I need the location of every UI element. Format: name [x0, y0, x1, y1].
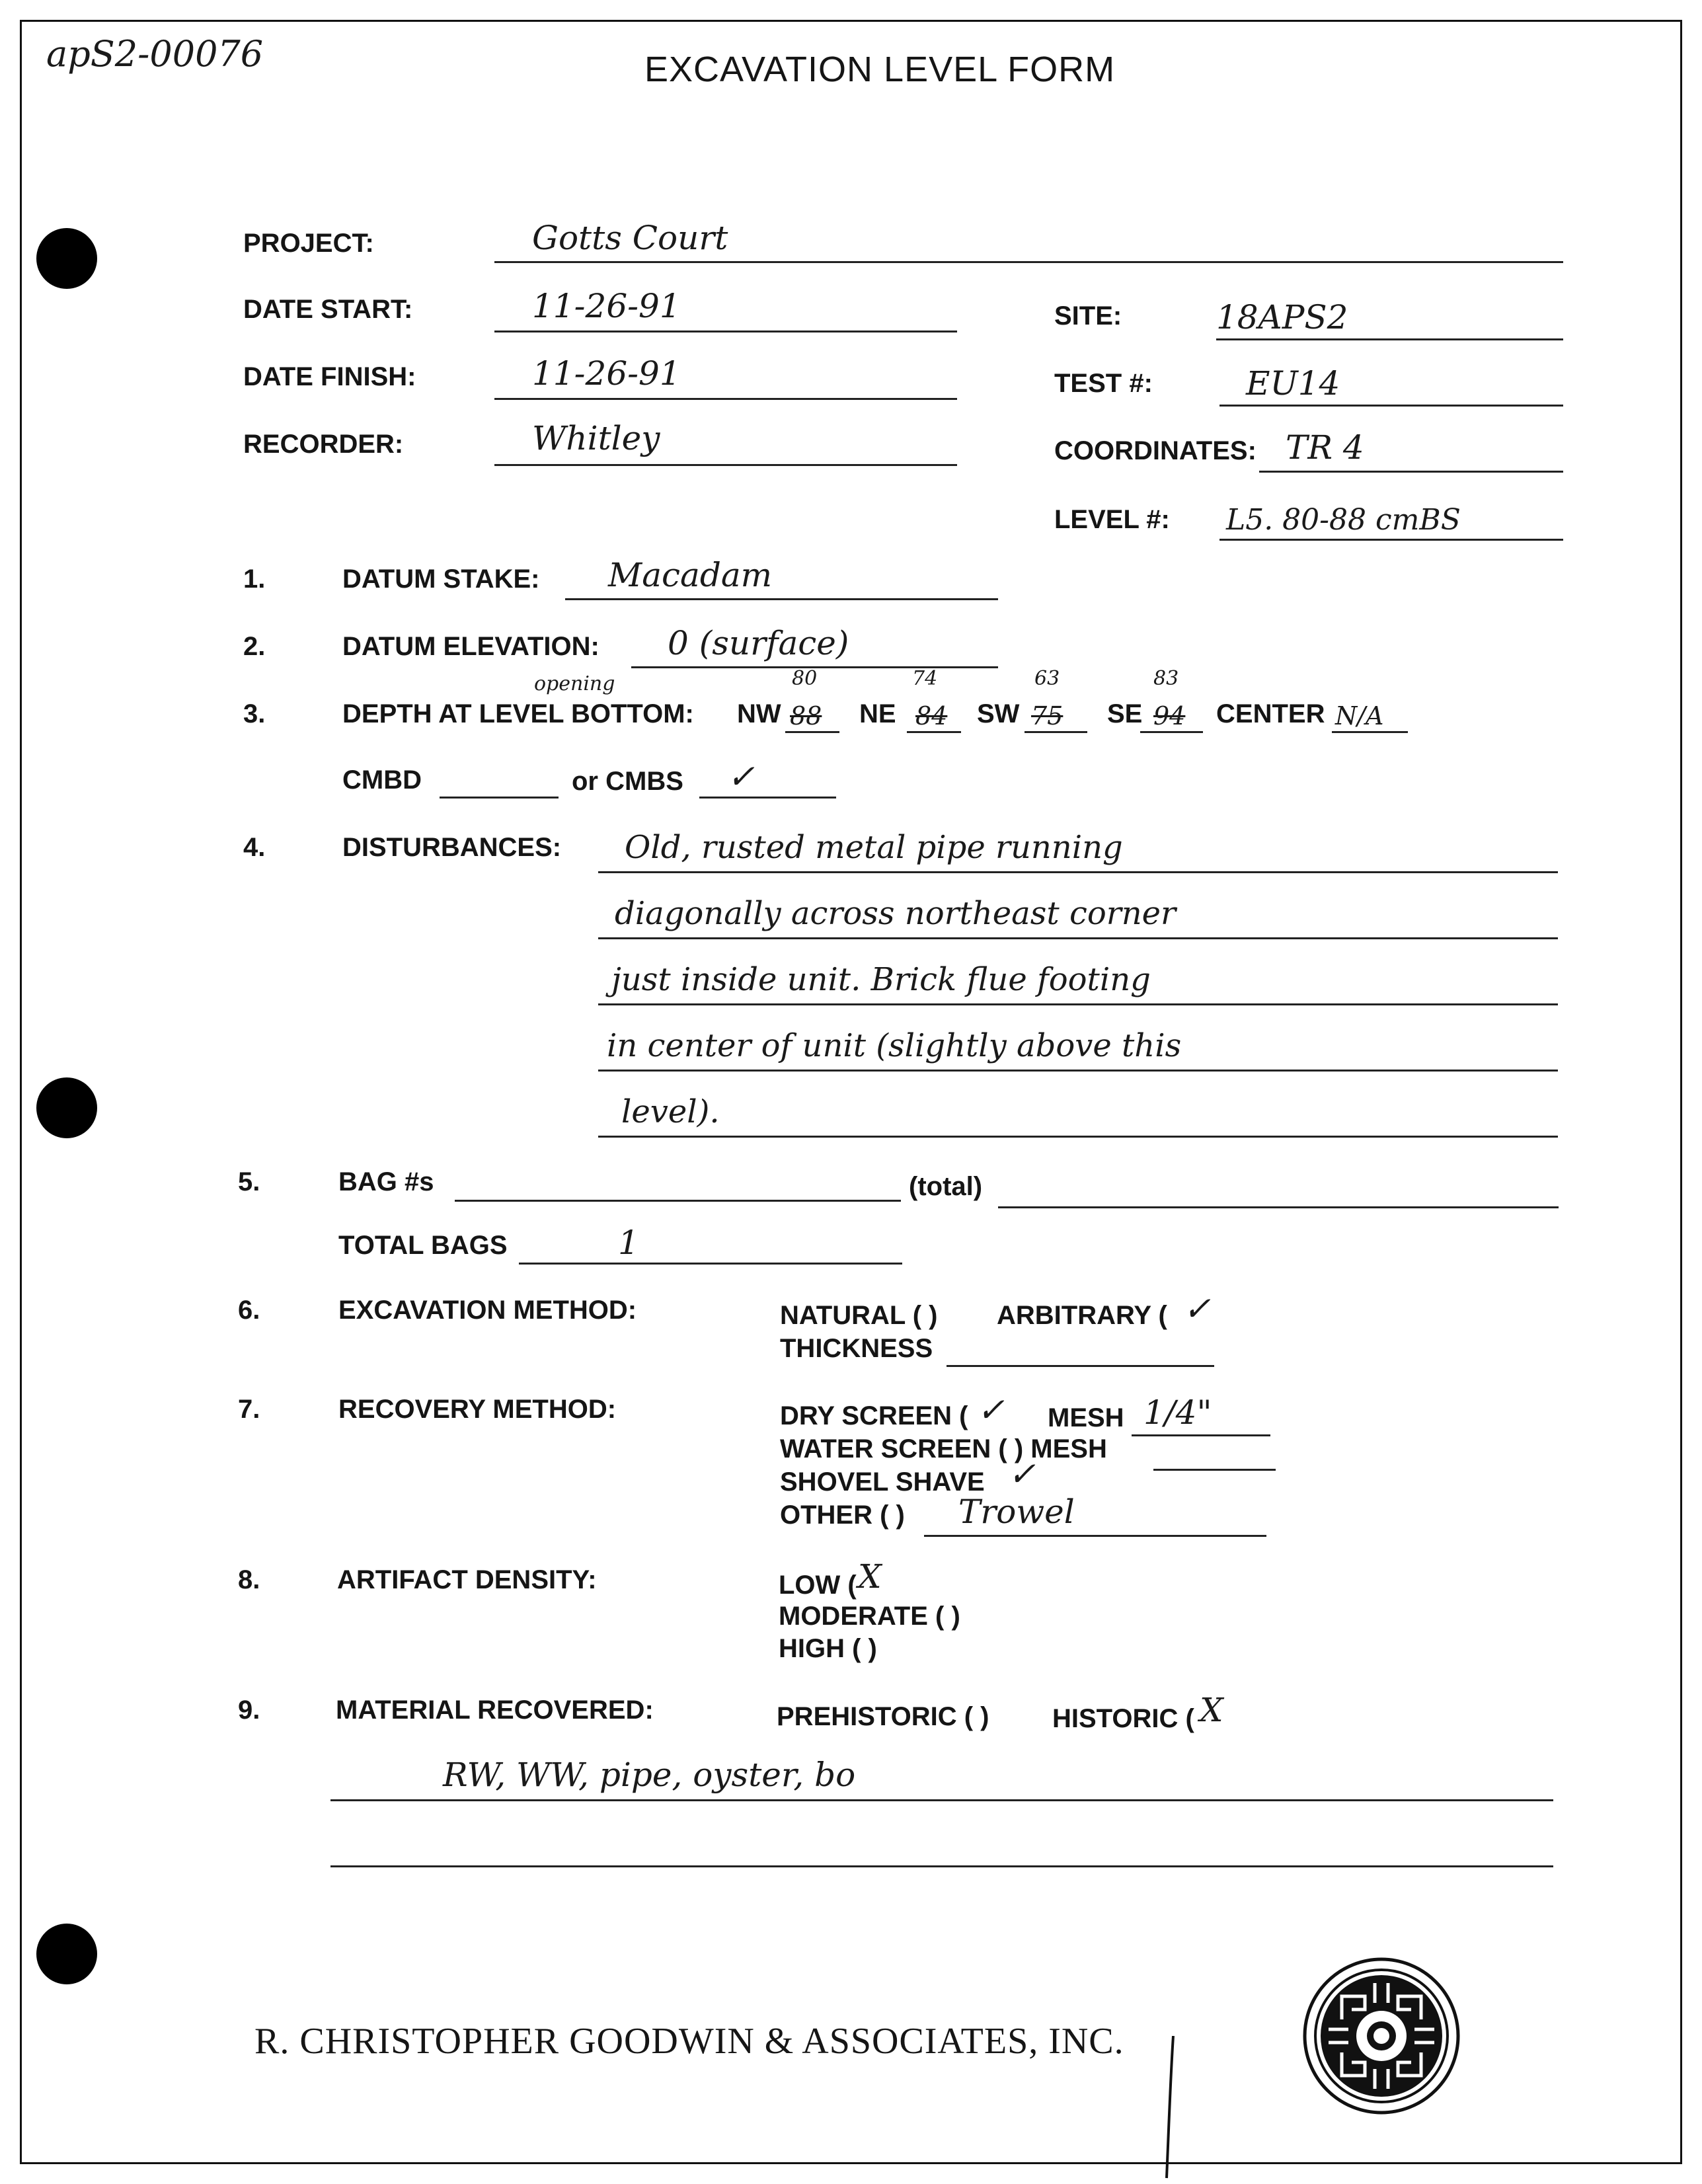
water-screen-option: WATER SCREEN ( ) MESH	[780, 1434, 1107, 1463]
test-value: EU14	[1246, 364, 1340, 403]
punch-hole-top	[36, 228, 97, 289]
disturbances-text-3: just inside unit. Brick flue footing	[611, 961, 1151, 998]
total-bags-label: TOTAL BAGS	[338, 1231, 508, 1260]
historic-option: HISTORIC (	[1052, 1704, 1194, 1733]
site-line	[1216, 338, 1563, 340]
company-seal-icon	[1302, 1957, 1461, 2115]
project-label: PROJECT:	[243, 229, 374, 258]
test-label: TEST #:	[1054, 369, 1153, 398]
dry-screen-option: DRY SCREEN (	[780, 1401, 968, 1430]
sw-label: SW	[977, 699, 1020, 728]
high-option: HIGH ( )	[779, 1634, 877, 1663]
arbitrary-check-mark: ✓	[1183, 1290, 1211, 1328]
project-line	[494, 261, 1563, 263]
recovery-method-label: RECOVERY METHOD:	[338, 1395, 617, 1424]
datum-elevation-label: DATUM ELEVATION:	[342, 632, 600, 661]
artifact-density-label: ARTIFACT DENSITY:	[337, 1565, 597, 1594]
coordinates-line	[1259, 471, 1563, 473]
dry-screen-mesh-line	[1132, 1434, 1270, 1436]
prehistoric-option: PREHISTORIC ( )	[777, 1702, 989, 1731]
ne-line	[907, 731, 961, 733]
low-check-mark: X	[858, 1557, 882, 1596]
disturbances-label: DISTURBANCES:	[342, 833, 562, 862]
item-number-1: 1.	[243, 565, 266, 594]
test-line	[1219, 405, 1563, 407]
bag-total-line	[998, 1206, 1559, 1208]
nw-new-value: 80	[792, 667, 818, 690]
date-finish-label: DATE FINISH:	[243, 362, 416, 391]
coordinates-label: COORDINATES:	[1054, 436, 1257, 465]
other-line	[924, 1535, 1266, 1537]
natural-option: NATURAL ( )	[780, 1301, 938, 1330]
disturbances-line-5	[598, 1136, 1558, 1138]
sw-new-value: 63	[1034, 667, 1060, 690]
form-title: EXCAVATION LEVEL FORM	[644, 50, 1116, 89]
ne-old-value: 84	[915, 701, 948, 730]
excavation-method-label: EXCAVATION METHOD:	[338, 1296, 637, 1325]
disturbances-line-4	[598, 1070, 1558, 1072]
disturbances-line-3	[598, 1003, 1558, 1005]
depth-label: DEPTH AT LEVEL BOTTOM:	[342, 699, 694, 728]
dry-screen-mesh-label: MESH	[1048, 1403, 1124, 1432]
date-start-value: 11-26-91	[532, 287, 681, 325]
or-cmbs-label: or CMBS	[572, 767, 683, 796]
item-number-4: 4.	[243, 833, 266, 862]
recorder-label: RECORDER:	[243, 430, 404, 459]
se-line	[1140, 731, 1203, 733]
ne-new-value: 74	[912, 667, 938, 690]
water-screen-mesh-line	[1153, 1469, 1276, 1471]
historic-check-mark: X	[1200, 1691, 1223, 1729]
document-id: apS2-00076	[46, 33, 264, 75]
date-finish-line	[494, 398, 957, 400]
item-number-2: 2.	[243, 632, 266, 661]
center-line	[1332, 731, 1408, 733]
material-value: RW, WW, pipe, oyster, bo	[443, 1756, 856, 1794]
date-start-label: DATE START:	[243, 295, 413, 324]
center-value: N/A	[1335, 701, 1384, 730]
item-number-3: 3.	[243, 699, 266, 728]
cmbd-label: CMBD	[342, 765, 422, 795]
disturbances-line-1	[598, 871, 1558, 873]
ne-label: NE	[859, 699, 896, 728]
opening-note: opening	[534, 672, 615, 695]
disturbances-text-5: level).	[621, 1093, 720, 1130]
cmbs-check-mark: ✓	[727, 758, 755, 796]
item-number-6: 6.	[238, 1296, 260, 1325]
datum-stake-label: DATUM STAKE:	[342, 565, 540, 594]
punch-hole-bottom	[36, 1924, 97, 1984]
item-number-8: 8.	[238, 1565, 260, 1594]
shovel-shave-option: SHOVEL SHAVE	[780, 1467, 985, 1497]
nw-line	[785, 731, 839, 733]
center-label: CENTER	[1216, 699, 1325, 728]
level-value: L5. 80-88 cmBS	[1226, 503, 1461, 537]
date-finish-value: 11-26-91	[532, 354, 681, 393]
level-label: LEVEL #:	[1054, 505, 1170, 534]
item-number-7: 7.	[238, 1395, 260, 1424]
company-name-footer: R. CHRISTOPHER GOODWIN & ASSOCIATES, INC.	[254, 2021, 1124, 2062]
total-bags-value: 1	[618, 1224, 639, 1262]
date-start-line	[494, 331, 957, 332]
recorder-value: Whitley	[532, 419, 660, 457]
material-line-2	[330, 1865, 1553, 1867]
low-option: LOW (	[779, 1571, 857, 1600]
project-value: Gotts Court	[532, 219, 728, 257]
se-old-value: 94	[1153, 701, 1186, 730]
nw-old-value: 88	[790, 701, 822, 730]
bag-line	[455, 1200, 901, 1202]
se-label: SE	[1107, 699, 1143, 728]
bag-label: BAG #s	[338, 1167, 434, 1196]
level-line	[1219, 539, 1563, 541]
dry-screen-mesh-value: 1/4"	[1143, 1393, 1212, 1432]
arbitrary-option: ARBITRARY (	[997, 1301, 1167, 1330]
material-recovered-label: MATERIAL RECOVERED:	[336, 1696, 654, 1725]
nw-label: NW	[737, 699, 781, 728]
other-option: OTHER ( )	[780, 1501, 905, 1530]
sw-line	[1025, 731, 1087, 733]
datum-elevation-value: 0 (surface)	[668, 624, 849, 662]
disturbances-text-4: in center of unit (slightly above this	[607, 1027, 1182, 1064]
cmbd-line	[440, 797, 559, 799]
coordinates-value: TR 4	[1286, 428, 1364, 467]
datum-stake-value: Macadam	[608, 556, 773, 594]
total-bags-line	[519, 1263, 902, 1265]
se-new-value: 83	[1153, 667, 1179, 690]
cmbs-line	[699, 797, 836, 799]
shovel-shave-check-mark: ✓	[1008, 1455, 1036, 1493]
site-value: 18APS2	[1216, 298, 1348, 336]
sw-old-value: 75	[1031, 701, 1064, 730]
material-line-1	[330, 1799, 1553, 1801]
disturbances-text-1: Old, rusted metal pipe running	[625, 829, 1123, 866]
bag-total-label: (total)	[909, 1172, 983, 1201]
moderate-option: MODERATE ( )	[779, 1602, 960, 1631]
recorder-line	[494, 464, 957, 466]
page-border	[20, 20, 1682, 2164]
thickness-label: THICKNESS	[780, 1334, 933, 1363]
item-number-5: 5.	[238, 1167, 260, 1196]
other-value: Trowel	[958, 1493, 1075, 1531]
thickness-line	[947, 1365, 1214, 1367]
datum-stake-line	[565, 598, 998, 600]
site-label: SITE:	[1054, 301, 1122, 331]
disturbances-line-2	[598, 937, 1558, 939]
item-number-9: 9.	[238, 1696, 260, 1725]
dry-screen-check-mark: ✓	[977, 1391, 1005, 1429]
pen-stroke-mark	[1160, 2036, 1180, 2181]
punch-hole-middle	[36, 1077, 97, 1138]
disturbances-text-2: diagonally across northeast corner	[615, 895, 1176, 932]
